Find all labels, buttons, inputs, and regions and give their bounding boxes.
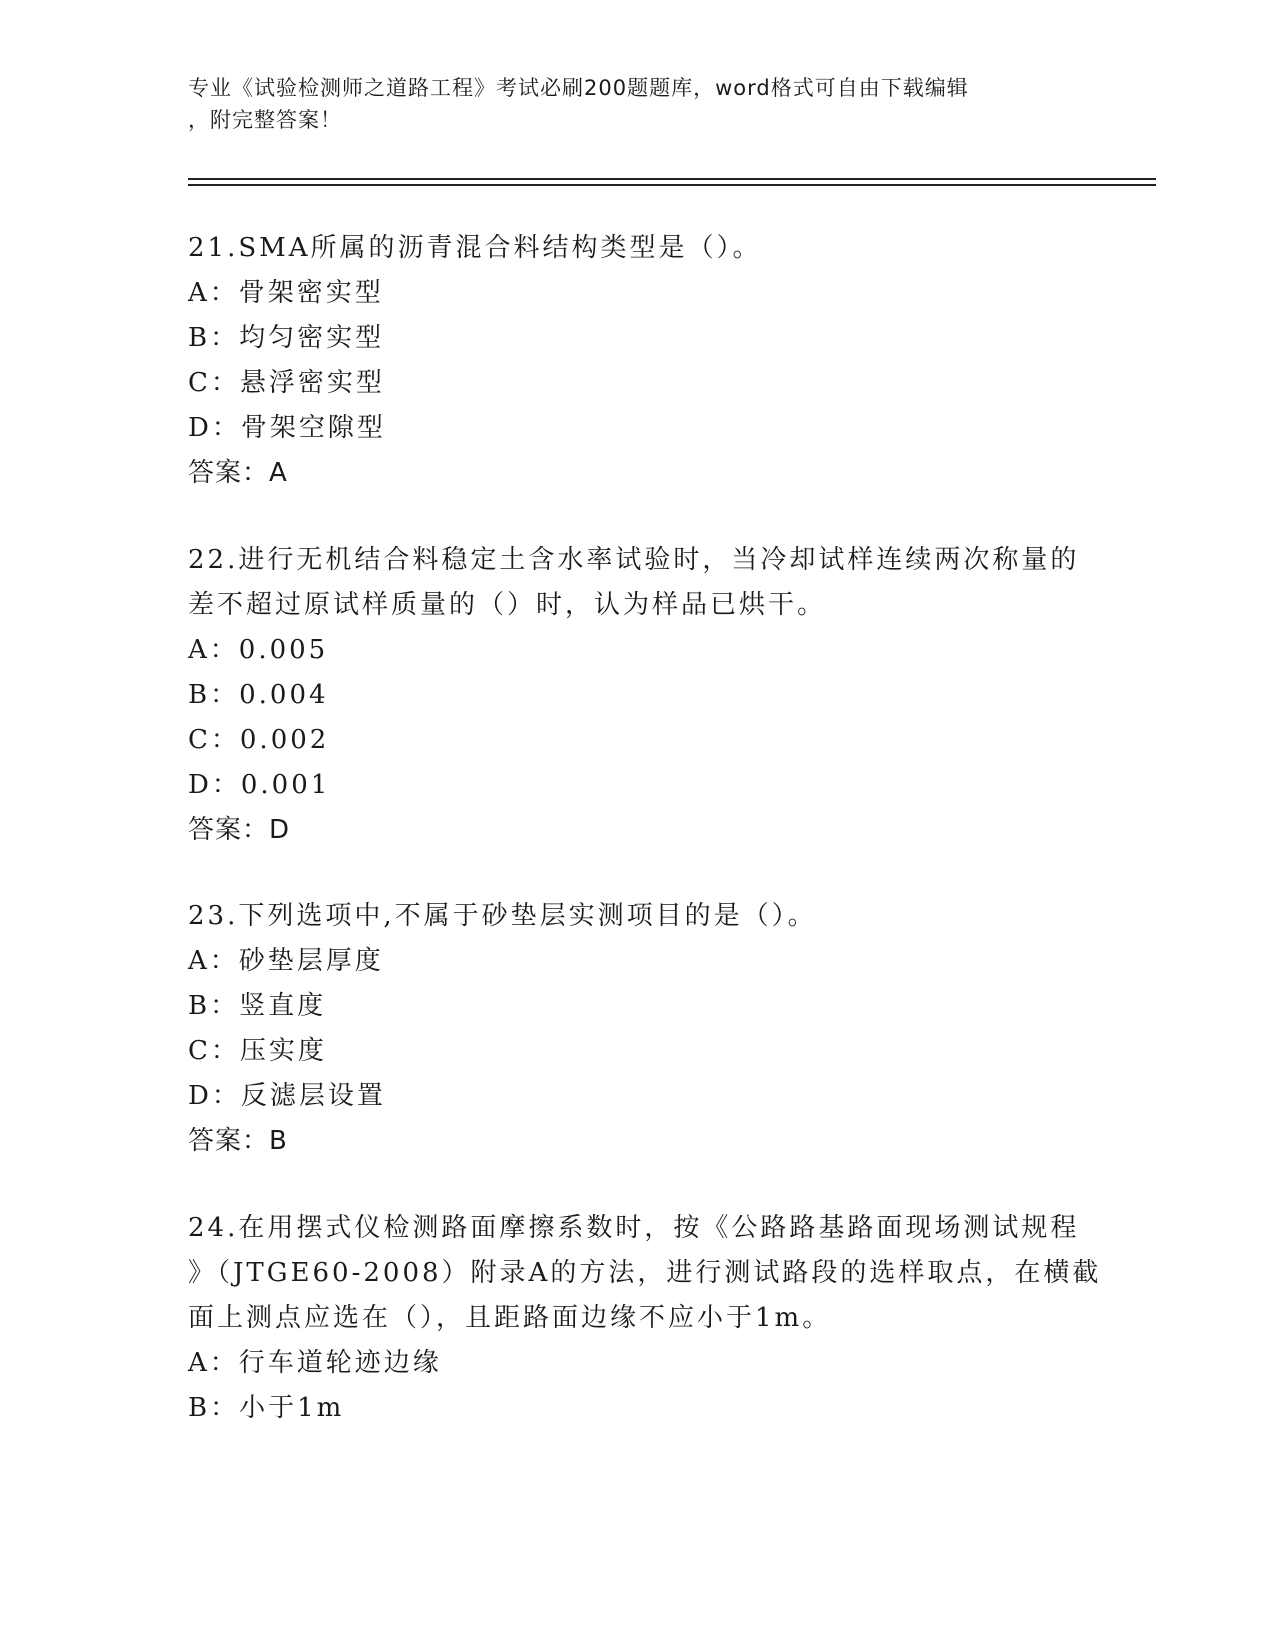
- question-24: [188, 1206, 1102, 1431]
- option-c: C：压实度: [188, 1036, 327, 1066]
- option-b: B：0.004: [188, 680, 329, 710]
- option-b: B：均匀密实型: [188, 323, 385, 353]
- option-b: B：竖直度: [188, 991, 327, 1021]
- question-stem-continued: 》（JTGE60-2008）附录A的方法，进行测试路段的选样取点，在横截: [188, 1258, 1102, 1288]
- option-d: D：0.001: [188, 770, 331, 800]
- option-c: C：0.002: [188, 725, 330, 755]
- option-c: C：悬浮密实型: [188, 368, 385, 398]
- option-a: A：行车道轮迹边缘: [188, 1348, 442, 1378]
- header-line-2: ，附完整答案！: [188, 108, 342, 132]
- option-a: A：砂垫层厚度: [188, 946, 384, 976]
- question-22: [188, 538, 1088, 853]
- option-a: A：0.005: [188, 635, 329, 665]
- question-stem-continued: 差不超过原试样质量的（）时，认为样品已烘干。: [188, 590, 827, 620]
- question-stem: 21.SMA所属的沥青混合料结构类型是（）。: [188, 233, 762, 263]
- question-stem: 22.进行无机结合料稳定土含水率试验时，当冷却试样连续两次称量的: [188, 545, 1080, 575]
- question-stem: 24.在用摆式仪检测路面摩擦系数时，按《公路路基路面现场测试规程: [188, 1213, 1080, 1243]
- answer: 答案：A: [188, 458, 288, 488]
- answer: 答案：B: [188, 1126, 288, 1156]
- question-stem: 23.下列选项中,不属于砂垫层实测项目的是（）。: [188, 901, 817, 931]
- header-line-1: 专业《试验检测师之道路工程》考试必刷200题题库，word格式可自由下载编辑: [188, 76, 969, 100]
- answer: 答案：D: [188, 815, 291, 845]
- header-divider-top: [188, 178, 1156, 180]
- option-d: D：反滤层设置: [188, 1081, 386, 1111]
- header-divider-bottom: [188, 184, 1156, 186]
- question-21: [188, 226, 1088, 496]
- question-23: [188, 894, 1088, 1164]
- option-b: B：小于1m: [188, 1393, 345, 1423]
- question-stem-continued: 面上测点应选在（），且距路面边缘不应小于1m。: [188, 1303, 832, 1333]
- document-header: [188, 72, 1068, 136]
- option-a: A：骨架密实型: [188, 278, 384, 308]
- option-d: D：骨架空隙型: [188, 413, 386, 443]
